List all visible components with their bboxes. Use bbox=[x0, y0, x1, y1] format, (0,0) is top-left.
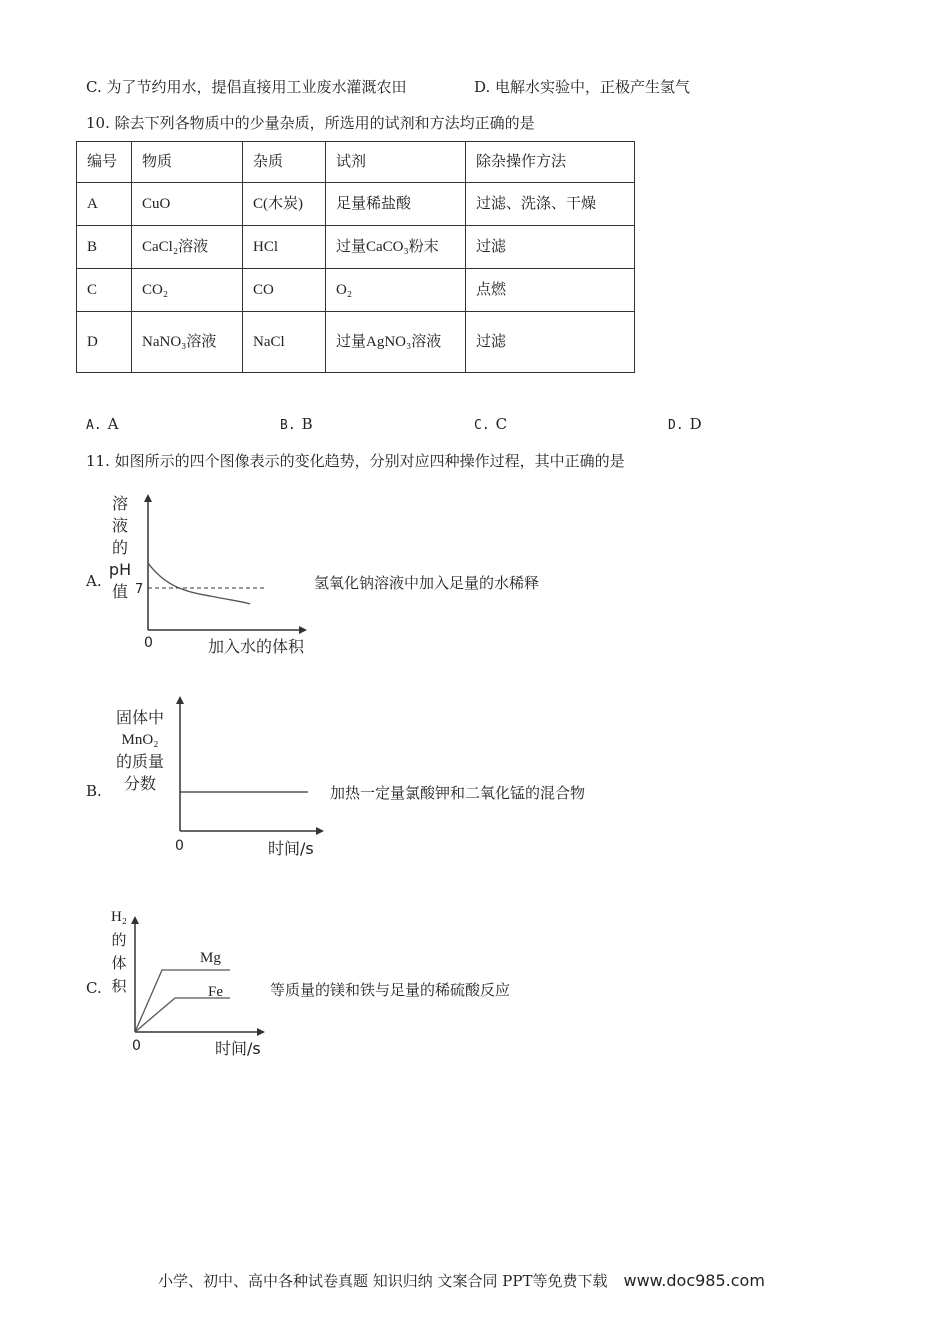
header-cell: 编号 bbox=[77, 142, 132, 183]
ylabel-line: 分数 bbox=[123, 774, 156, 793]
table-cell: B bbox=[77, 226, 132, 269]
table-cell: CaCl₂溶液 bbox=[132, 226, 243, 269]
x-axis-label: 时间/s bbox=[215, 1039, 261, 1058]
q10-option-c[interactable] bbox=[474, 415, 507, 433]
q10-table bbox=[76, 141, 635, 373]
table-cell: 过滤、洗涤、干燥 bbox=[466, 183, 635, 226]
option-letter: A. bbox=[86, 418, 102, 433]
header-cell: 物质 bbox=[132, 142, 243, 183]
option-text: B bbox=[301, 415, 313, 433]
series-line-mg bbox=[135, 970, 230, 1032]
x-axis-label: 时间/s bbox=[268, 839, 314, 858]
origin-label: 0 bbox=[132, 1038, 141, 1054]
table-cell: 点燃 bbox=[466, 269, 635, 312]
q10-stem: 10. 除去下列各物质中的少量杂质，所选用的试剂和方法均正确的是 bbox=[86, 114, 535, 132]
ylabel-line: 积 bbox=[111, 977, 127, 995]
graph-a-ylabel bbox=[108, 493, 132, 603]
table-cell: 过量AgNO₃溶液 bbox=[326, 312, 466, 373]
table-cell: NaCl bbox=[243, 312, 326, 373]
ylabel-line: 的 bbox=[111, 931, 127, 949]
table-row bbox=[77, 269, 635, 312]
table-cell: 过量CaCO₃粉末 bbox=[326, 226, 466, 269]
table-cell: CuO bbox=[132, 183, 243, 226]
table-cell: CO bbox=[243, 269, 326, 312]
table-cell: CO₂ bbox=[132, 269, 243, 312]
footer bbox=[158, 1270, 765, 1291]
table-cell: 过滤 bbox=[466, 226, 635, 269]
ph-curve bbox=[148, 563, 250, 604]
graph-a-caption: 氢氧化钠溶液中加入足量的水稀释 bbox=[314, 574, 540, 592]
table-cell: 足量稀盐酸 bbox=[326, 183, 466, 226]
table-cell: C(木炭) bbox=[243, 183, 326, 226]
table-cell: 过滤 bbox=[466, 312, 635, 373]
graph-b-caption: 加热一定量氯酸钾和二氧化锰的混合物 bbox=[330, 784, 586, 802]
graph-b-plot bbox=[160, 690, 330, 865]
tick-7: 7 bbox=[135, 582, 144, 597]
q11-stem: 11. 如图所示的四个图像表示的变化趋势，分别对应四种操作过程，其中正确的是 bbox=[86, 452, 625, 470]
table-cell: NaNO₃溶液 bbox=[132, 312, 243, 373]
option-letter: D. bbox=[668, 418, 684, 433]
series-label-mg: Mg bbox=[200, 950, 221, 966]
table-cell: D bbox=[77, 312, 132, 373]
ylabel-line: 值 bbox=[111, 582, 128, 601]
ylabel-line: 体 bbox=[111, 954, 127, 972]
option-letter: C. bbox=[474, 418, 490, 433]
header-cell: 除杂操作方法 bbox=[466, 142, 635, 183]
origin-label: 0 bbox=[144, 635, 153, 651]
header-cell: 杂质 bbox=[243, 142, 326, 183]
option-text: A bbox=[107, 415, 119, 433]
graph-c-label: C. bbox=[86, 979, 102, 997]
table-row bbox=[77, 226, 635, 269]
graph-b-label: B. bbox=[86, 782, 102, 800]
ylabel-line: H₂ bbox=[110, 909, 128, 925]
header-cell: 试剂 bbox=[326, 142, 466, 183]
q9-option-d: D. 电解水实验中，正极产生氢气 bbox=[474, 78, 691, 96]
q10-option-d[interactable] bbox=[668, 415, 702, 433]
ylabel-line: MnO₂ bbox=[121, 732, 159, 748]
graph-a-plot bbox=[130, 490, 320, 660]
series-label-fe: Fe bbox=[208, 984, 223, 1000]
ylabel-line: 的质量 bbox=[115, 752, 164, 771]
table-header-row bbox=[77, 142, 635, 183]
ylabel-line: 固体中 bbox=[115, 708, 164, 727]
option-text: C bbox=[495, 415, 508, 433]
graph-a-label: A. bbox=[86, 572, 102, 590]
table-cell: O₂ bbox=[326, 269, 466, 312]
ylabel-line: 溶 bbox=[111, 494, 128, 513]
ylabel-line: 液 bbox=[111, 516, 128, 535]
q9-option-c: C. 为了节约用水，提倡直接用工业废水灌溉农田 bbox=[86, 78, 407, 96]
graph-c-caption: 等质量的镁和铁与足量的稀硫酸反应 bbox=[270, 981, 511, 999]
q10-option-a[interactable] bbox=[86, 415, 119, 433]
ylabel-line: pH bbox=[108, 560, 132, 579]
table-cell: A bbox=[77, 183, 132, 226]
footer-text: 小学、初中、高中各种试卷真题 知识归纳 文案合同 PPT等免费下载 bbox=[158, 1272, 608, 1290]
q10-option-b[interactable] bbox=[280, 415, 313, 433]
ylabel-line: 的 bbox=[111, 538, 128, 557]
table-cell: HCl bbox=[243, 226, 326, 269]
x-axis-label: 加入水的体积 bbox=[208, 637, 305, 656]
footer-url-link[interactable]: www.doc985.com bbox=[623, 1271, 765, 1290]
option-letter: B. bbox=[280, 418, 296, 433]
series-line-fe bbox=[135, 998, 230, 1032]
table-cell: C bbox=[77, 269, 132, 312]
table-row bbox=[77, 183, 635, 226]
option-text: D bbox=[689, 415, 702, 433]
graph-c-plot bbox=[120, 910, 280, 1060]
table-row bbox=[77, 312, 635, 373]
origin-label: 0 bbox=[175, 838, 184, 854]
